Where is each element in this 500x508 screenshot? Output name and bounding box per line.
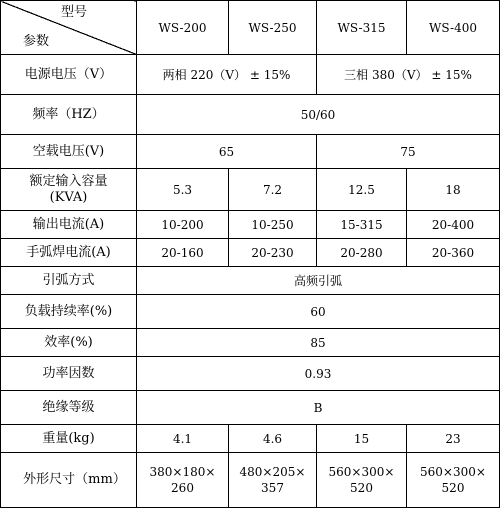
no-load-voltage-row <box>1 135 500 169</box>
dimensions-ws-250-line1: 480×205× <box>239 465 306 479</box>
dimensions-row <box>1 453 500 508</box>
weight-ws-400: 23 <box>407 425 500 453</box>
manual-arc-current-ws-200: 20-160 <box>137 239 229 267</box>
dimensions-ws-400 <box>407 453 500 508</box>
dimensions-ws-400-line2: 520 <box>441 481 465 495</box>
insulation-label: 绝缘等级 <box>1 391 137 425</box>
no-load-voltage-low: 65 <box>137 135 317 169</box>
dimensions-ws-400-line1: 560×300× <box>420 465 486 479</box>
dimensions-ws-315-line2: 520 <box>350 481 373 495</box>
model-header-label: 型号 <box>61 5 88 20</box>
supply-voltage-three-phase: 三相 380（V） ± 15% <box>317 55 500 95</box>
efficiency-value: 85 <box>137 329 500 357</box>
duty-cycle-row <box>1 295 500 329</box>
weight-row <box>1 425 500 453</box>
dimensions-ws-200 <box>137 453 229 508</box>
supply-voltage-two-phase: 两相 220（V） ± 15% <box>137 55 317 95</box>
duty-cycle-value: 60 <box>137 295 500 329</box>
supply-voltage-row <box>1 55 500 95</box>
dimensions-ws-315-line1: 560×300× <box>328 465 395 479</box>
output-current-ws-315: 15-315 <box>317 211 407 239</box>
manual-arc-current-ws-315: 20-280 <box>317 239 407 267</box>
arc-ignition-label: 引弧方式 <box>1 267 137 295</box>
header-diagonal-cell <box>1 1 137 55</box>
dimensions-ws-315 <box>317 453 407 508</box>
efficiency-row <box>1 329 500 357</box>
weight-ws-315: 15 <box>317 425 407 453</box>
model-ws-315: WS-315 <box>317 1 407 55</box>
output-current-row <box>1 211 500 239</box>
output-current-ws-200: 10-200 <box>137 211 229 239</box>
rated-capacity-label-line1: 额定输入容量 <box>29 173 108 189</box>
no-load-voltage-high: 75 <box>317 135 500 169</box>
dimensions-ws-200-line2: 260 <box>171 481 194 495</box>
duty-cycle-label: 负载持续率(%) <box>1 295 137 329</box>
arc-ignition-row <box>1 267 500 295</box>
model-ws-250: WS-250 <box>229 1 317 55</box>
weight-label: 重量(kg) <box>1 425 137 453</box>
frequency-row <box>1 95 500 135</box>
power-factor-label: 功率因数 <box>1 357 137 391</box>
weight-ws-250: 4.6 <box>229 425 317 453</box>
rated-capacity-label-line2: (KVA) <box>49 189 88 205</box>
manual-arc-current-row <box>1 239 500 267</box>
rated-capacity-ws-400: 18 <box>407 169 500 211</box>
supply-voltage-label: 电源电压（V） <box>1 55 137 95</box>
model-ws-400: WS-400 <box>407 1 500 55</box>
rated-capacity-label <box>1 169 137 211</box>
frequency-value: 50/60 <box>137 95 500 135</box>
power-factor-value: 0.93 <box>137 357 500 391</box>
manual-arc-current-ws-250: 20-230 <box>229 239 317 267</box>
dimensions-ws-250-line2: 357 <box>261 481 284 495</box>
insulation-row <box>1 391 500 425</box>
weight-ws-200: 4.1 <box>137 425 229 453</box>
power-factor-row <box>1 357 500 391</box>
rated-capacity-ws-250: 7.2 <box>229 169 317 211</box>
output-current-ws-250: 10-250 <box>229 211 317 239</box>
rated-capacity-row <box>1 169 500 211</box>
no-load-voltage-label: 空载电压(V) <box>1 135 137 169</box>
manual-arc-current-ws-400: 20-360 <box>407 239 500 267</box>
dimensions-label: 外形尺寸（mm） <box>1 453 137 508</box>
parameter-header-label: 参数 <box>23 34 50 49</box>
manual-arc-current-label: 手弧焊电流(A) <box>1 239 137 267</box>
header-row <box>1 1 500 55</box>
efficiency-label: 效率(%) <box>1 329 137 357</box>
output-current-ws-400: 20-400 <box>407 211 500 239</box>
dimensions-ws-250 <box>229 453 317 508</box>
output-current-label: 输出电流(A) <box>1 211 137 239</box>
rated-capacity-ws-200: 5.3 <box>137 169 229 211</box>
insulation-value: B <box>137 391 500 425</box>
arc-ignition-value: 高频引弧 <box>137 267 500 295</box>
frequency-label: 频率（HZ） <box>1 95 137 135</box>
model-ws-200: WS-200 <box>137 1 229 55</box>
dimensions-ws-200-line1: 380×180× <box>149 465 216 479</box>
rated-capacity-ws-315: 12.5 <box>317 169 407 211</box>
